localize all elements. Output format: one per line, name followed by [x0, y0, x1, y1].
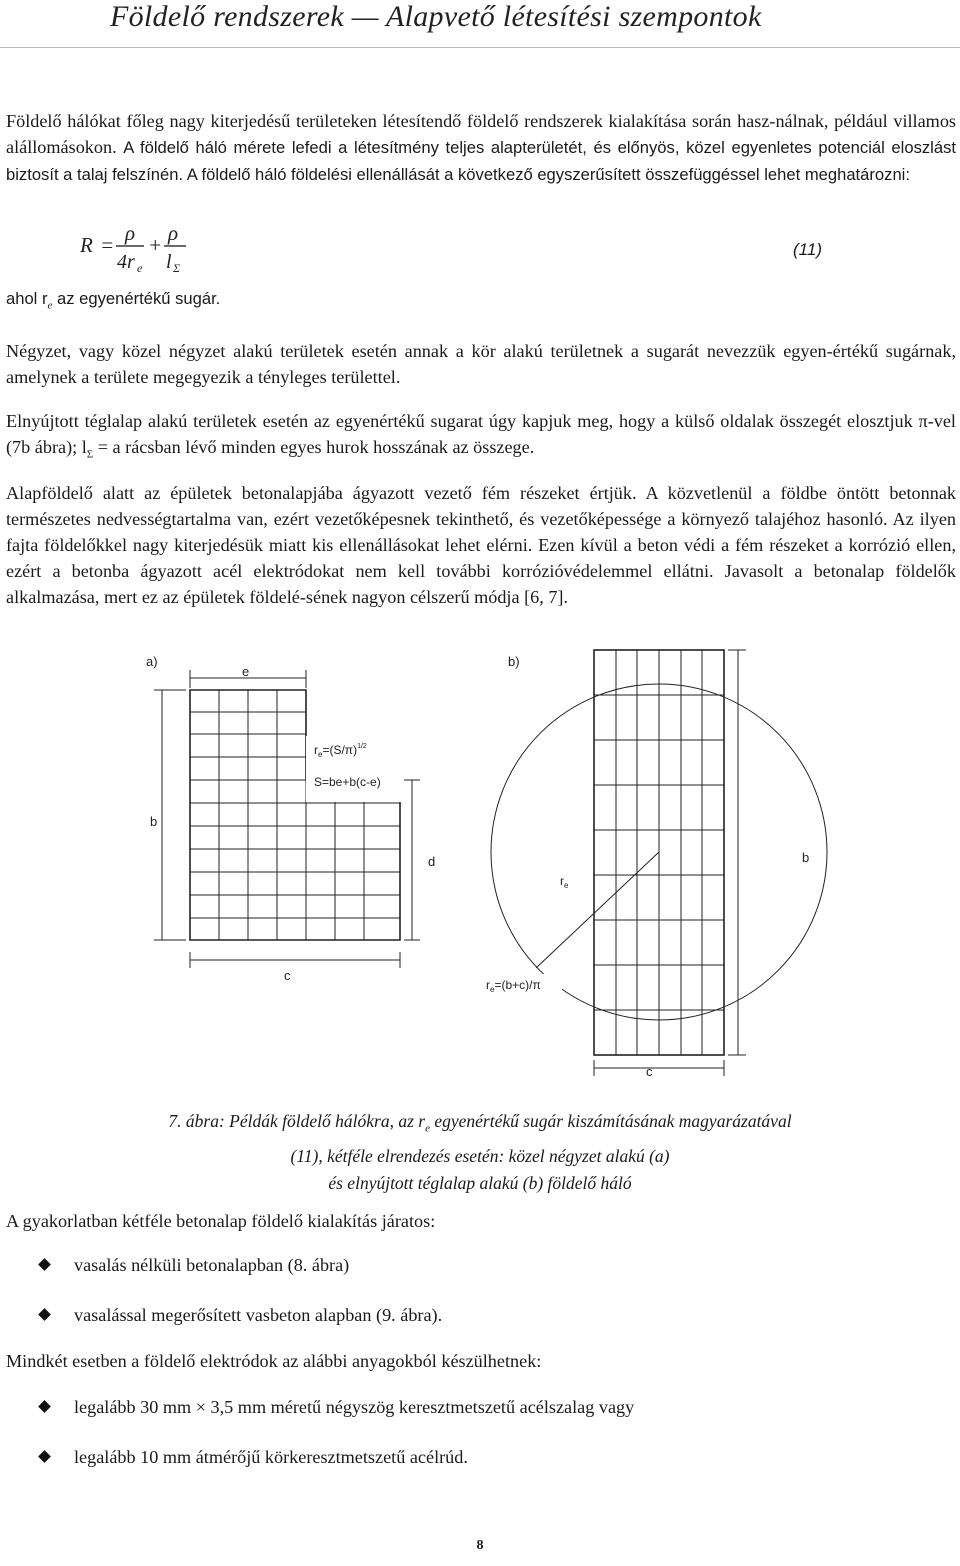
grid-a	[190, 690, 400, 940]
figure-b-label: b)	[508, 654, 520, 669]
dim-c-label: c	[284, 968, 291, 983]
rect-subscript: Σ	[86, 448, 94, 461]
list-item: legalább 30 mm × 3,5 mm méretű négyszög keresztmetszetű acélszalag vagy	[40, 1394, 634, 1420]
formula-b: $r_e=(b+c)/\pi$	[486, 978, 541, 994]
dim-c-bottom-label: c	[646, 1064, 653, 1079]
list-item: vasalással megerősített vasbeton alapban (9. ábra).	[40, 1302, 442, 1328]
bullet-diamond-icon	[38, 1450, 51, 1463]
figure-7-grid-diagrams	[0, 640, 960, 1100]
dim-d-label: d	[428, 854, 436, 869]
formula-graphic	[80, 222, 240, 282]
radius-label-b: $r_e$	[560, 874, 569, 890]
formula-den2-sub: Σ	[173, 261, 181, 275]
dim-e-label: e	[242, 664, 250, 679]
formula-a1: $r_e=(S/\pi)^{1/2}$	[314, 743, 367, 759]
rectangle-area-paragraph	[6, 408, 956, 468]
rect-text: Elnyújtott téglalap alakú területek esetén az egyenértékű sugarat úgy kapjuk meg, hogy a külső oldalak összegét elosztjuk π-vel (7b ábra); l	[6, 411, 956, 457]
formula-equals: =	[100, 233, 115, 257]
square-area-paragraph: Négyzet, vagy közel négyzet alakú területek esetén annak a kör alakú területnek a sugarát nevezzük egyen-értékű sugárnak, amelynek a területe megegyezik a tényleges területtel.	[6, 341, 956, 387]
equivalent-radius-note	[6, 286, 956, 318]
intro-sentence-2: A földelő háló mérete lefedi a létesítmény teljes alapterületét, és előnyös, közel egyenletes potenciál eloszlást biztosít a talaj felszínén. A földelő háló földelési ellenállását a következő egyszerűsített összefüggéssel lehet meghatározni:	[6, 138, 956, 184]
foundation-earthing-paragraph: Alapföldelő alatt az épületek betonalapjába ágyazott vezető fém részeket értjük. A közvetlenül a földbe öntött betonnak természetes nedvességtartalma van, ezért vezetőképesnek tekinthető, és vezetőképessége a környező talajéhoz hasonló. Az ilyen fajta földelőkkel nagy kiterjedésük miatt kis ellenállásokat lehet elérni. Ezen kívül a beton védi a fém részeket a korrózió ellen, ezért a betonba ágyazott acél elektródokat nem kell további korrózióvédelemmel ellátni. Javasolt a betonalap földelők alkalmazása, mert ez az épületek földelé-sének nagyon célszerű módja [6, 7].	[6, 483, 956, 607]
formula-den2: l	[166, 251, 172, 273]
bullet-diamond-icon	[38, 1258, 51, 1271]
bullet-diamond-icon	[38, 1400, 51, 1413]
dim-b-label: b	[150, 814, 158, 829]
caption-line-1: 7. ábra: Példák földelő hálókra, az $r_e$ egyenértékű sugár kiszámításának magyarázatával	[168, 1111, 792, 1135]
page-title: Földelő rendszerek — Alapvető létesítési szempontok	[110, 0, 762, 33]
figure-a-label: a)	[146, 654, 158, 669]
bullet-diamond-icon	[38, 1308, 51, 1321]
title-divider	[0, 47, 960, 48]
note-subscript: e	[47, 299, 53, 312]
formula-den1-sub: e	[137, 261, 143, 275]
intro-paragraph	[6, 108, 956, 188]
practice-paragraph: A gyakorlatban kétféle betonalap földelő kialakítás járatos:	[6, 1211, 436, 1231]
dim-b-right-label: b	[802, 850, 810, 865]
caption-line-2: (11), kétféle elrendezés esetén: közel négyzet alakú (a)	[290, 1145, 670, 1166]
caption-line-3: és elnyújtott téglalap alakú (b) földelő háló	[328, 1172, 632, 1193]
intro-sentence-1: Földelő hálókat főleg nagy kiterjedésű területeken létesítendő földelő rendszerek kialakítása során hasz-nálnak, például villamos alállomásokon.	[6, 111, 956, 157]
note-text-2: az egyenértékű sugár.	[52, 289, 221, 308]
equation-number: (11)	[793, 240, 822, 259]
list-item: legalább 10 mm átmérőjű körkeresztmetszetű acélrúd.	[40, 1444, 634, 1470]
formula-lhs: R	[80, 233, 93, 257]
list-item: vasalás nélküli betonalapban (8. ábra)	[40, 1252, 442, 1278]
page-number: 8	[476, 1538, 484, 1553]
figure-caption	[100, 1108, 860, 1197]
note-text: ahol r	[6, 289, 48, 308]
formula-plus: +	[148, 233, 163, 257]
foundation-types-list	[40, 1252, 442, 1328]
formula-a2: S=be+b(c-e)	[314, 775, 381, 789]
formula-den1: 4r	[117, 251, 135, 273]
rect-text-2: = a rácsban lévő minden egyes hurok hosszának az összege.	[93, 437, 535, 457]
formula-num2: ρ	[168, 222, 179, 245]
materials-paragraph: Mindkét esetben a földelő elektródok az alábbi anyagokból készülhetnek:	[6, 1351, 542, 1371]
materials-list	[40, 1394, 634, 1470]
formula-num1: ρ	[125, 222, 136, 245]
resistance-formula	[80, 222, 240, 288]
